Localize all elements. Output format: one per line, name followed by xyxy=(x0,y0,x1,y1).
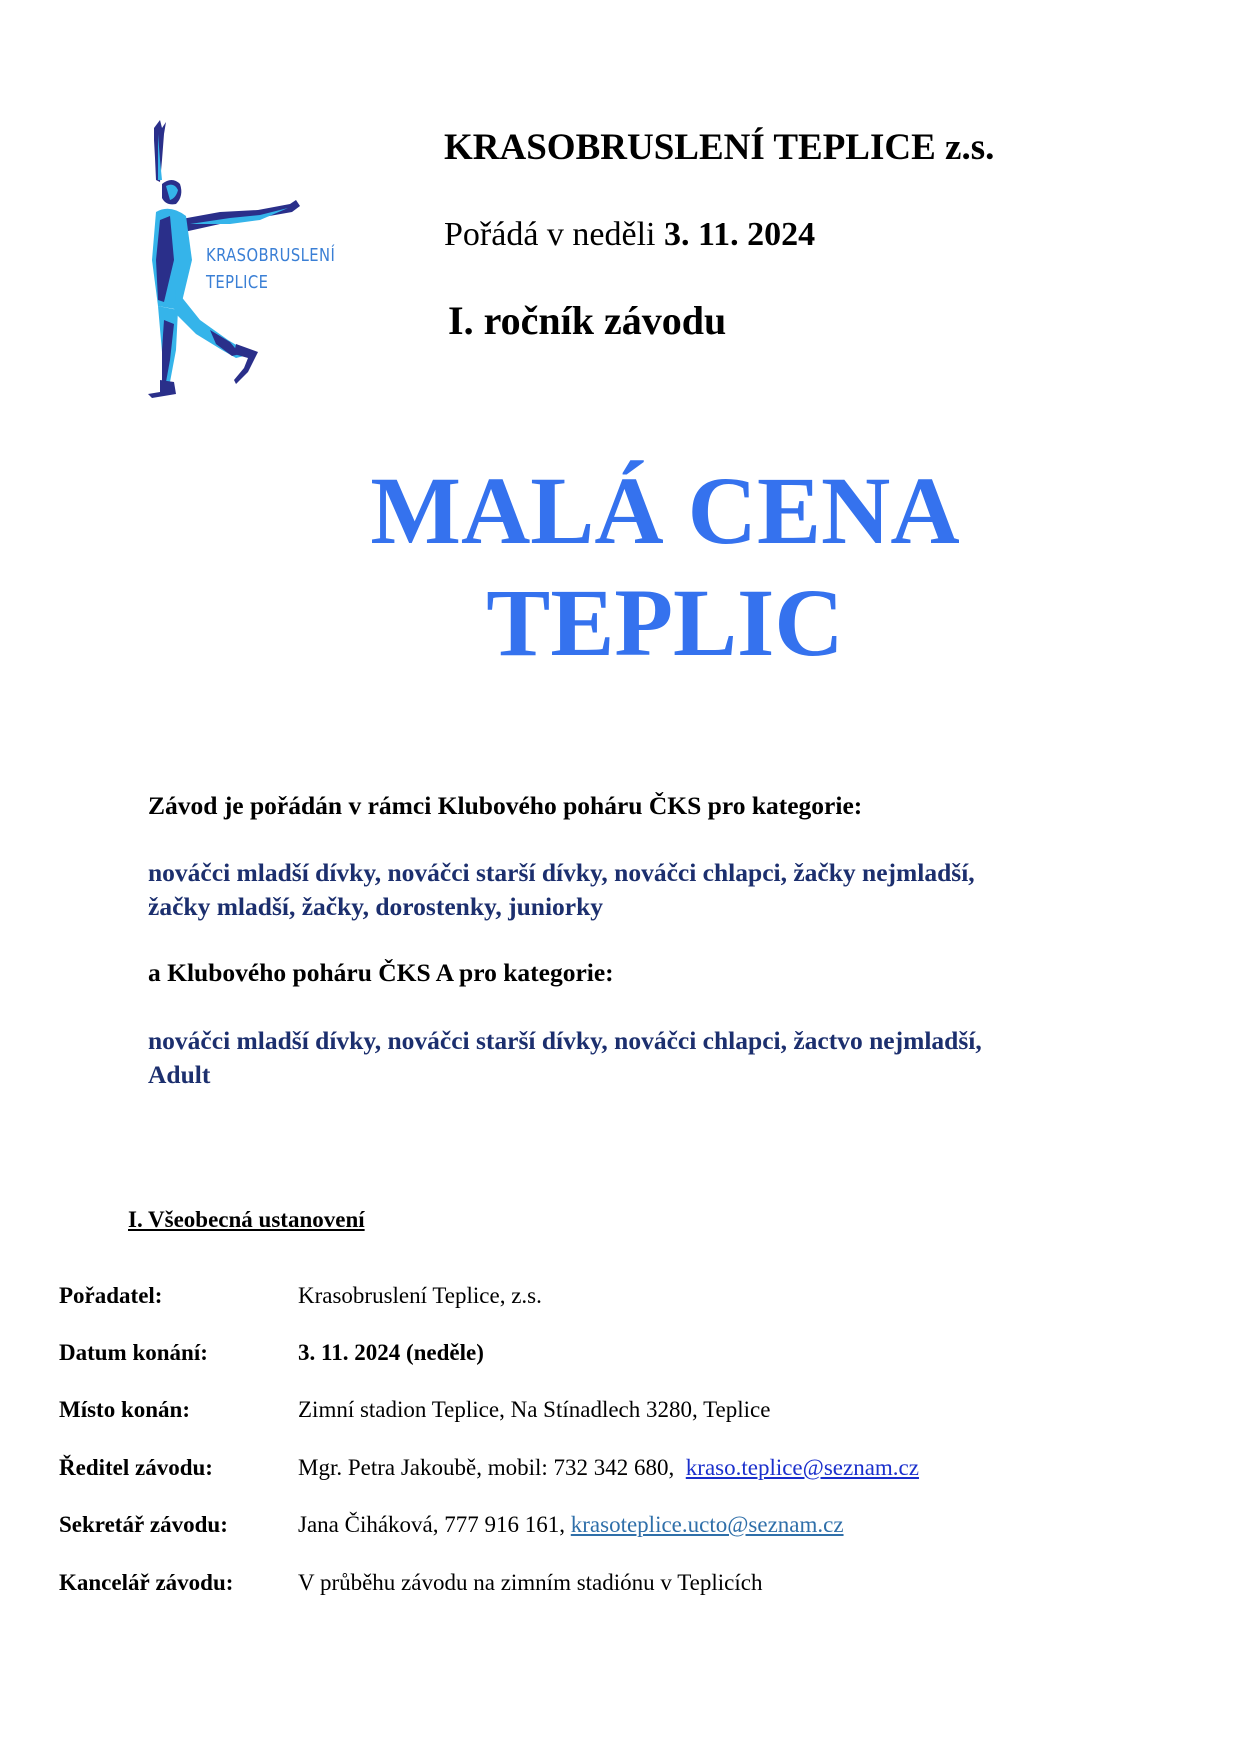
info-label: Ředitel závodu: xyxy=(59,1455,213,1480)
logo-text xyxy=(206,242,335,296)
event-date-line xyxy=(444,216,815,254)
info-row-place xyxy=(59,1393,1159,1427)
secretary-email-link[interactable]: krasoteplice.ucto@seznam.cz xyxy=(570,1512,844,1537)
info-label: Sekretář závodu: xyxy=(59,1512,228,1537)
info-value: 3. 11. 2024 (neděle) xyxy=(298,1340,484,1365)
main-title-line1: MALÁ CENA xyxy=(370,457,960,564)
info-row-office xyxy=(59,1566,1159,1600)
info-row-organizer xyxy=(59,1279,1159,1313)
info-value: Zimní stadion Teplice, Na Stínadlech 3280, Teplice xyxy=(298,1397,771,1422)
intro-paragraph-1: Závod je pořádán v rámci Klubového poháru ČKS pro kategorie: xyxy=(148,791,863,820)
secretary-contact: Jana Čiháková, 777 916 161, xyxy=(298,1512,566,1537)
info-value: V průběhu závodu na zimním stadiónu v Teplicích xyxy=(298,1570,763,1595)
section-heading: I. Všeobecná ustanovení xyxy=(128,1207,365,1232)
director-email-link[interactable]: kraso.teplice@seznam.cz xyxy=(685,1455,919,1480)
info-row-date xyxy=(59,1336,1159,1370)
logo-text-line2: TEPLICE xyxy=(206,272,269,293)
club-logo xyxy=(140,120,360,440)
info-row-secretary xyxy=(59,1508,1159,1542)
info-label: Kancelář závodu: xyxy=(59,1570,234,1595)
main-title xyxy=(0,455,1240,679)
categories-list-1: nováčci mladší dívky, nováčci starší dívky, nováčci chlapci, žačky nejmladší, žačky mladší, žačky, dorostenky, juniorky xyxy=(148,858,975,921)
info-value xyxy=(298,1451,919,1485)
categories-list-2: nováčci mladší dívky, nováčci starší dívky, nováčci chlapci, žactvo nejmladší, Adult xyxy=(148,1026,982,1089)
main-title-line2: TEPLIC xyxy=(486,569,844,676)
info-value: Krasobruslení Teplice, z.s. xyxy=(298,1283,542,1308)
info-label: Místo konán: xyxy=(59,1397,190,1422)
director-contact: Mgr. Petra Jakoubě, mobil: 732 342 680, xyxy=(298,1455,675,1480)
logo-text-line1: KRASOBRUSLENÍ xyxy=(206,245,336,266)
date-prefix: Pořádá v neděli xyxy=(444,216,656,253)
info-label: Pořadatel: xyxy=(59,1283,163,1308)
organization-name: KRASOBRUSLENÍ TEPLICE z.s. xyxy=(444,127,995,168)
info-label: Datum konání: xyxy=(59,1340,208,1365)
event-date: 3. 11. 2024 xyxy=(664,216,816,253)
info-row-director xyxy=(59,1451,1159,1485)
intro-paragraph-2: a Klubového poháru ČKS A pro kategorie: xyxy=(148,958,614,987)
edition-line: I. ročník závodu xyxy=(448,298,727,343)
info-value xyxy=(298,1508,844,1542)
